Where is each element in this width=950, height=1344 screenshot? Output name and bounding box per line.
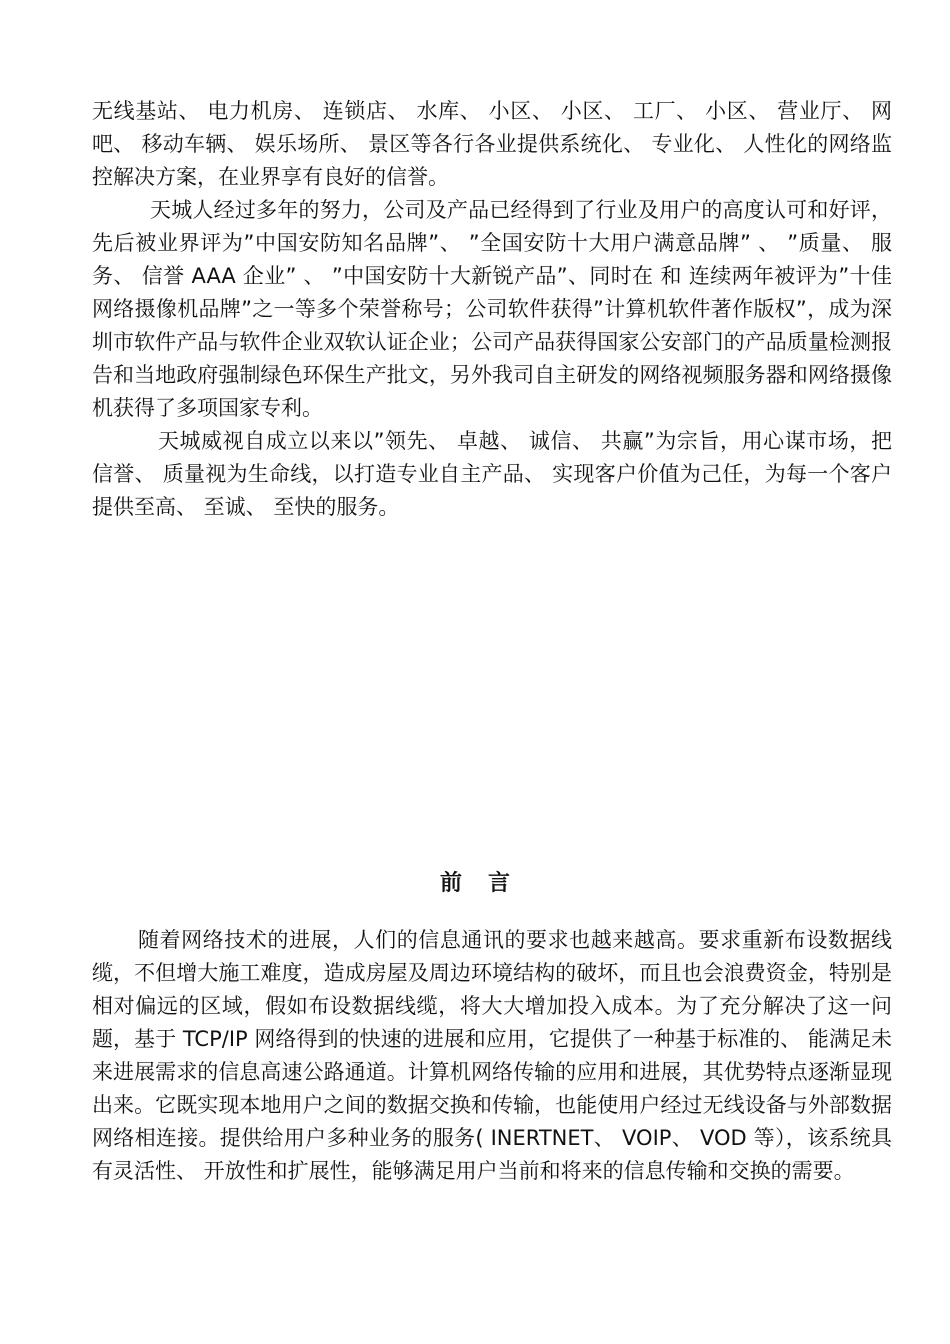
company-intro-section [92, 95, 892, 524]
preface-heading: 前言 [439, 871, 536, 896]
intro-paragraph-1: 无线基站、 电力机房、 连锁店、 水库、 小区、 小区、 工厂、 小区、 营业厅、 网吧、 移动车辆、 娱乐场所、 景区等各行各业提供系统化、 专业化、 人性化的网络监控解决方案，在业界享有良好的信誉。 [92, 99, 892, 189]
preface-section [92, 924, 892, 1188]
intro-paragraph-2: 天城人经过多年的努力，公司及产品已经得到了行业及用户的高度认可和好评，先后被业界评为”中国安防知名品牌”、 ”全国安防十大用户满意品牌” 、 ”质量、 服务、 信誉 AAA 企业” 、 ”中国安防十大新锐产品”、同时在 和 连续两年被评为”十佳网络摄像机品牌”之一等多个荣誉称号；公司软件获得”计算机软件著作版权”，成为深圳市软件产品与软件企业双软认证企业；公司产品获得国家公安部门的产品质量检测报告和当地政府强制绿色环保生产批文，另外我司自主研发的网络视频服务器和网络摄像机获得了多项国家专利。 [92, 198, 892, 420]
intro-paragraph-3: 天城威视自成立以来以”领先、 卓越、 诚信、 共赢”为宗旨，用心谋市场，把信誉、 质量视为生命线，以打造专业自主产品、 实现客户价值为己任，为每一个客户提供至高、 至诚、 至快的服务。 [92, 429, 892, 519]
preface-paragraph: 随着网络技术的进展，人们的信息通讯的要求也越来越高。要求重新布设数据线缆，不但增大施工难度，造成房屋及周边环境结构的破坏，而且也会浪费资金，特别是相对偏远的区域，假如布设数据线缆，将大大增加投入成本。为了充分解决了这一问题，基于 TCP/IP 网络得到的快速的进展和应用，它提供了一种基于标准的、 能满足未来进展需求的信息高速公路通道。计算机网络传输的应用和进展，其优势特点逐渐显现出来。它既实现本地用户之间的数据交换和传输，也能使用户经过无线设备与外部数据网络相连接。提供给用户多种业务的服务( INERTNET、 VOIP、 VOD 等），该系统具有灵活性、 开放性和扩展性，能够满足用户当前和将来的信息传输和交换的需要。 [92, 928, 892, 1183]
